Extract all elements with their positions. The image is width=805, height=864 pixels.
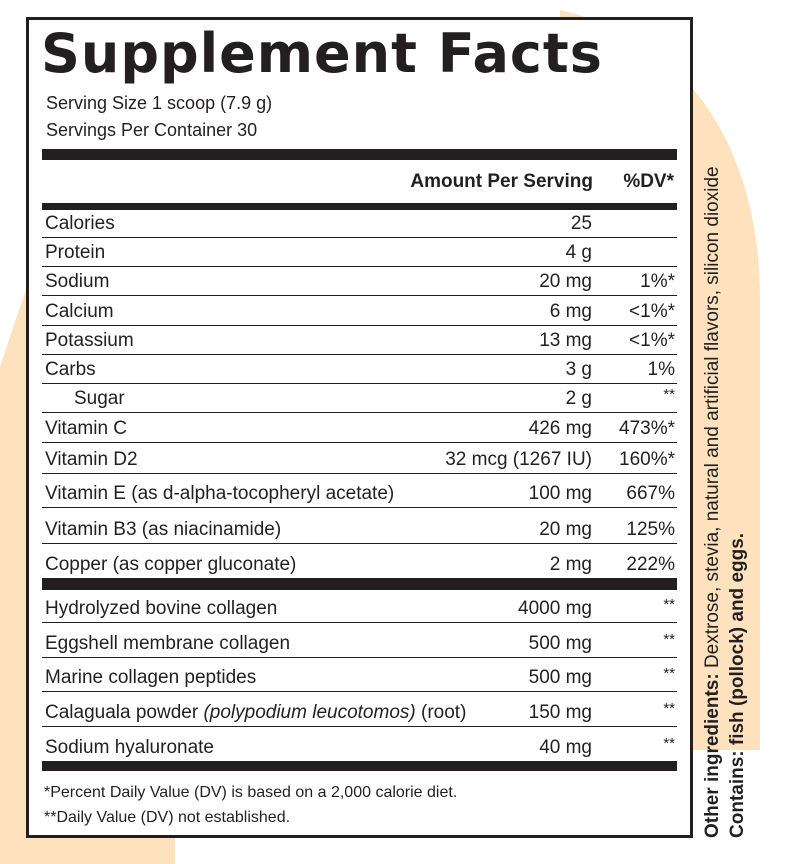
nutrient-row-copper: [42, 544, 677, 578]
footnote-dv-not-established: **Daily Value (DV) not established.: [44, 809, 291, 826]
nutrient-dv: 667%: [626, 483, 675, 504]
nutrient-amount: 13 mg: [539, 330, 592, 351]
column-header-row: [42, 169, 677, 195]
divider-bar-header: [42, 203, 677, 210]
nutrient-dv: 1%*: [640, 271, 675, 292]
active-name: Eggshell membrane collagen: [45, 633, 291, 654]
active-name-latin: (polypodium leucotomos): [203, 702, 416, 723]
nutrient-row-sodium: [42, 267, 677, 296]
nutrient-dv: **: [663, 386, 675, 403]
nutrient-name: Carbs: [45, 359, 96, 380]
servings-per-container: Servings Per Container 30: [46, 120, 258, 140]
divider-bar-top: [42, 149, 677, 160]
serving-size: Serving Size 1 scoop (7.9 g): [46, 93, 273, 113]
nutrient-dv: <1%*: [629, 301, 675, 322]
active-dv: **: [663, 665, 675, 682]
nutrient-amount: 6 mg: [549, 301, 592, 322]
nutrient-amount: 20 mg: [539, 519, 592, 540]
nutrient-row-potassium: [42, 326, 677, 355]
active-name: Hydrolyzed bovine collagen: [45, 598, 278, 619]
divider-bar-blend: [42, 578, 677, 590]
nutrient-name: Vitamin B3 (as niacinamide): [45, 519, 282, 540]
nutrient-row-vitamin-c: [42, 413, 677, 443]
active-dv: **: [663, 631, 675, 648]
active-amount: 150 mg: [528, 702, 592, 723]
nutrient-amount: 2 mg: [549, 554, 592, 575]
nutrient-dv: 160%*: [619, 449, 675, 470]
active-amount: 4000 mg: [518, 598, 592, 619]
header-amount-per-serving: Amount Per Serving: [410, 171, 593, 192]
active-row-marine-collagen: [42, 658, 677, 692]
footnote-percent-dv: *Percent Daily Value (DV) is based on a 2,000 calorie diet.: [44, 784, 458, 801]
active-row-calaguala-powder: [42, 692, 677, 727]
active-name: Sodium hyaluronate: [45, 737, 214, 758]
nutrient-name: Vitamin E (as d-alpha-tocopheryl acetate): [45, 483, 395, 504]
other-ingredients-text: Dextrose, stevia, natural and artificial flavors, silicon dioxide: [702, 166, 723, 674]
nutrient-dv: 125%: [626, 519, 675, 540]
divider-bar-bottom: [42, 761, 677, 771]
nutrient-name: Sodium: [45, 271, 110, 292]
other-ingredients: [700, 78, 725, 838]
nutrient-row-carbs: [42, 355, 677, 384]
nutrient-name: Sugar: [74, 388, 125, 409]
active-row-bovine-collagen: [42, 590, 677, 623]
active-row-sodium-hyaluronate: [42, 727, 677, 761]
nutrient-name: Vitamin C: [45, 418, 128, 439]
contains-statement: Contains: fish (pollock) and eggs.: [727, 532, 748, 838]
supplement-facts-panel: [26, 17, 693, 838]
active-row-eggshell-membrane: [42, 623, 677, 658]
panel-title: Supplement Facts: [41, 22, 603, 85]
nutrient-row-sugar: [42, 384, 677, 413]
side-ingredients-panel: [700, 78, 750, 838]
header-percent-dv: %DV*: [623, 171, 674, 192]
nutrient-amount: 32 mcg (1267 IU): [445, 449, 592, 470]
nutrient-dv: 473%*: [619, 418, 675, 439]
nutrient-name: Calories: [45, 213, 115, 234]
active-name-prefix: Calaguala powder: [45, 702, 204, 723]
active-name-suffix: (root): [415, 702, 467, 723]
nutrient-amount: 25: [570, 213, 592, 234]
nutrient-amount: 426 mg: [528, 418, 592, 439]
nutrient-row-calcium: [42, 296, 677, 326]
active-amount: 40 mg: [539, 737, 592, 758]
nutrient-amount: 3 g: [565, 359, 592, 380]
active-dv: **: [663, 735, 675, 752]
nutrient-row-vitamin-e: [42, 474, 677, 508]
active-amount: 500 mg: [528, 667, 592, 688]
nutrient-amount: 4 g: [565, 242, 592, 263]
active-dv: **: [663, 700, 675, 717]
active-dv: **: [663, 596, 675, 613]
nutrient-name: Calcium: [45, 301, 114, 322]
nutrient-dv: <1%*: [629, 330, 675, 351]
nutrient-dv: 222%: [626, 554, 675, 575]
other-ingredients-label: Other ingredients:: [702, 673, 723, 838]
nutrient-dv: 1%: [647, 359, 675, 380]
nutrient-amount: 20 mg: [539, 271, 592, 292]
nutrient-name: Potassium: [45, 330, 134, 351]
allergen-statement: [725, 78, 750, 838]
nutrient-amount: 100 mg: [528, 483, 592, 504]
nutrient-row-calories: [42, 210, 677, 238]
nutrient-name: Vitamin D2: [45, 449, 138, 470]
nutrient-amount: 2 g: [565, 388, 592, 409]
active-name: [45, 703, 466, 723]
nutrient-row-vitamin-b3: [42, 508, 677, 544]
active-name: Marine collagen peptides: [45, 667, 257, 688]
nutrient-name: Protein: [45, 242, 106, 263]
active-amount: 500 mg: [528, 633, 592, 654]
nutrient-row-protein: [42, 238, 677, 267]
nutrient-row-vitamin-d2: [42, 443, 677, 474]
nutrient-name: Copper (as copper gluconate): [45, 554, 297, 575]
